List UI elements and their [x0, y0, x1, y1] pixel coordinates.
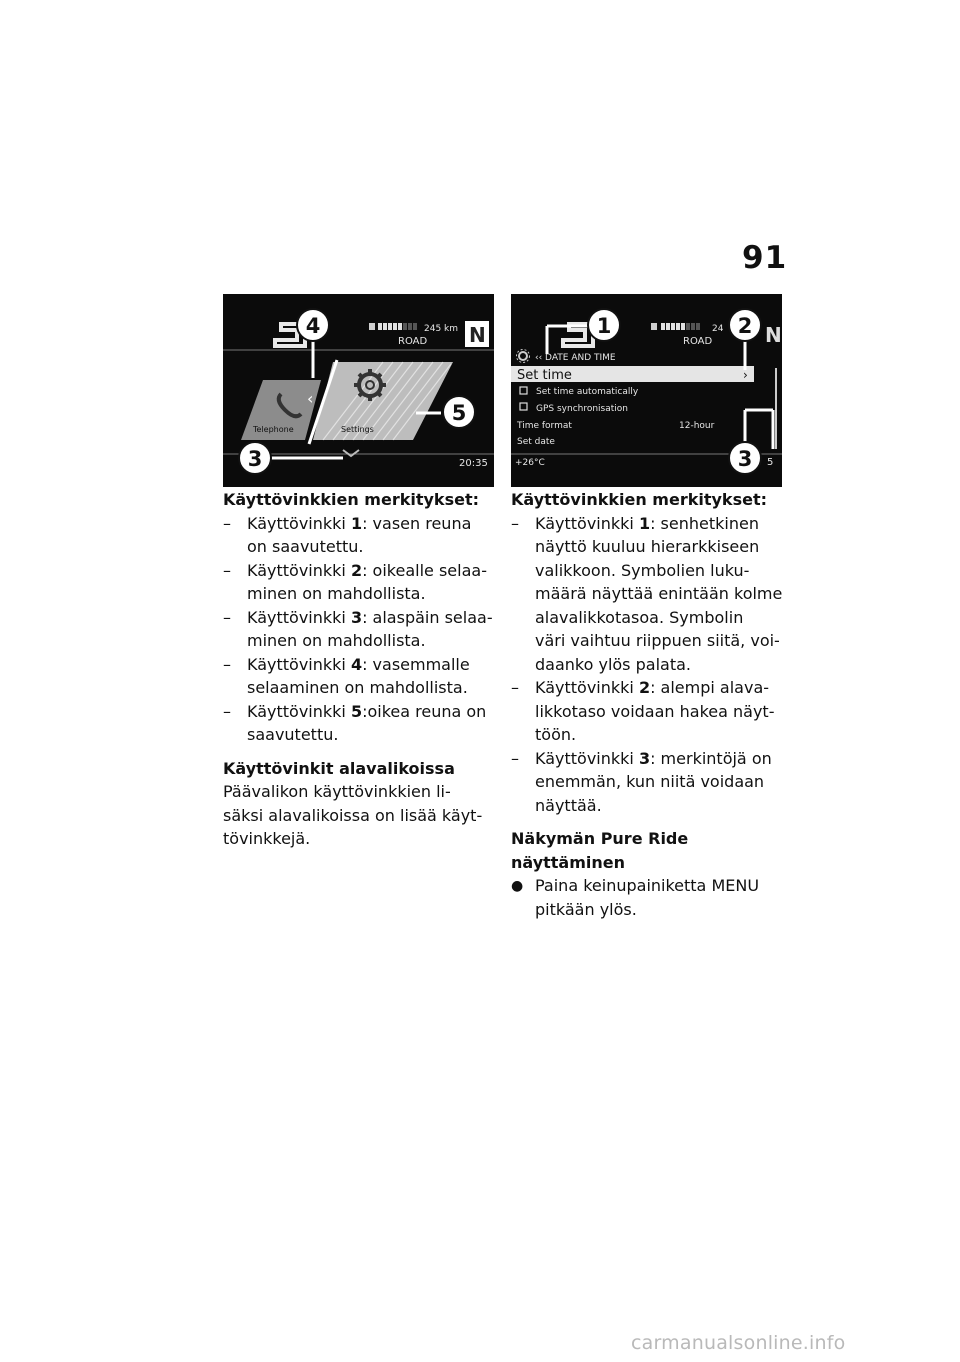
left-text-column: [223, 488, 495, 851]
callout-2: [729, 309, 761, 341]
callout-1: [588, 309, 620, 341]
clock-partial-text: 5: [767, 457, 774, 468]
menu-row-label: Set date: [517, 437, 555, 447]
menu-row-label: GPS synchronisation: [536, 404, 629, 414]
selected-row-label: Set time: [517, 368, 572, 383]
chevron-right-icon: ›: [743, 368, 748, 382]
svg-text:1: 1: [596, 314, 612, 338]
settings-label: Settings: [341, 425, 374, 434]
gear-text: N: [765, 323, 782, 347]
list-item: – Käyttövinkki 1: senhetkinen näyttö kuuluu hierarkkiseen valikkoon. Symbolien luku- määrä näyttää enintään kolme alavalikkotasoa. Symbolin väri vaihtuu riippuen siitä, voi- daanko ylös palata.: [511, 513, 783, 674]
list-item: – Käyttövinkki 1: vasen reuna on saavutettu.: [223, 513, 472, 556]
list-item: – Käyttövinkki 2: alempi alava- likkotaso voidaan hakea näyt- töön.: [511, 678, 775, 744]
subsection-heading: Näkymän Pure Ride näyttäminen: [511, 829, 689, 872]
callout-4: [297, 309, 329, 341]
fuel-icon: [369, 323, 375, 330]
breadcrumb-text: ‹‹ DATE AND TIME: [535, 353, 616, 363]
svg-text:5: 5: [451, 401, 467, 425]
submenu-display-graphic: [511, 294, 782, 487]
callout-5: [443, 396, 475, 428]
figure-main-menu-display: [223, 294, 494, 487]
temperature-text: +26°C: [515, 458, 545, 468]
list-item: – Käyttövinkki 3: merkintöjä on enemmän, kun niitä voidaan näyttää.: [511, 748, 772, 815]
right-text-column: [511, 488, 783, 921]
svg-text:3: 3: [247, 447, 263, 471]
fuel-icon: [651, 323, 657, 330]
list-item: – Käyttövinkki 4: vasemmalle selaaminen on mahdollista.: [223, 654, 470, 697]
svg-text:4: 4: [305, 314, 321, 338]
menu-row-value: 12-hour: [679, 421, 715, 431]
gear-text: N: [469, 323, 486, 347]
list-item: – Käyttövinkki 2: oikealle selaa- minen on mahdollista.: [223, 560, 487, 603]
chevron-left-icon: ‹: [307, 389, 314, 408]
figure-submenu-display: [511, 294, 782, 487]
watermark-text: carmanualsonline.info: [631, 1332, 846, 1354]
callout-3: [239, 442, 271, 474]
page-number: 91: [742, 240, 788, 276]
section-heading: Käyttövinkkien merkitykset:: [511, 490, 767, 509]
paragraph: Päävalikon käyttövinkkien li- säksi alavalikoissa on lisää käyt- tövinkkejä.: [223, 782, 483, 848]
svg-text:3: 3: [737, 447, 753, 471]
mode-text: ROAD: [683, 336, 713, 347]
telephone-label: Telephone: [253, 425, 294, 434]
list-item: – Käyttövinkki 5:oikea reuna on saavutettu.: [223, 701, 487, 744]
subsection-heading: Käyttövinkit alavalikoissa: [223, 758, 455, 778]
list-item: ● Paina keinupainiketta MENU pitkään ylös.: [511, 876, 760, 919]
menu-row-label: Time format: [517, 421, 572, 431]
section-heading: Käyttövinkkien merkitykset:: [223, 490, 479, 509]
clock-text: 20:35: [459, 458, 488, 469]
menu-row-label: Set time automatically: [536, 387, 639, 397]
list-item: – Käyttövinkki 3: alaspäin selaa- minen on mahdollista.: [223, 607, 493, 650]
main-menu-display-graphic: [223, 294, 494, 487]
odometer-text: 245 km: [424, 324, 459, 334]
bullet-icon: ●: [511, 878, 524, 894]
svg-text:2: 2: [737, 314, 753, 338]
callout-3: [729, 442, 761, 474]
mode-text: ROAD: [398, 336, 428, 347]
odometer-text: 24: [712, 324, 724, 334]
